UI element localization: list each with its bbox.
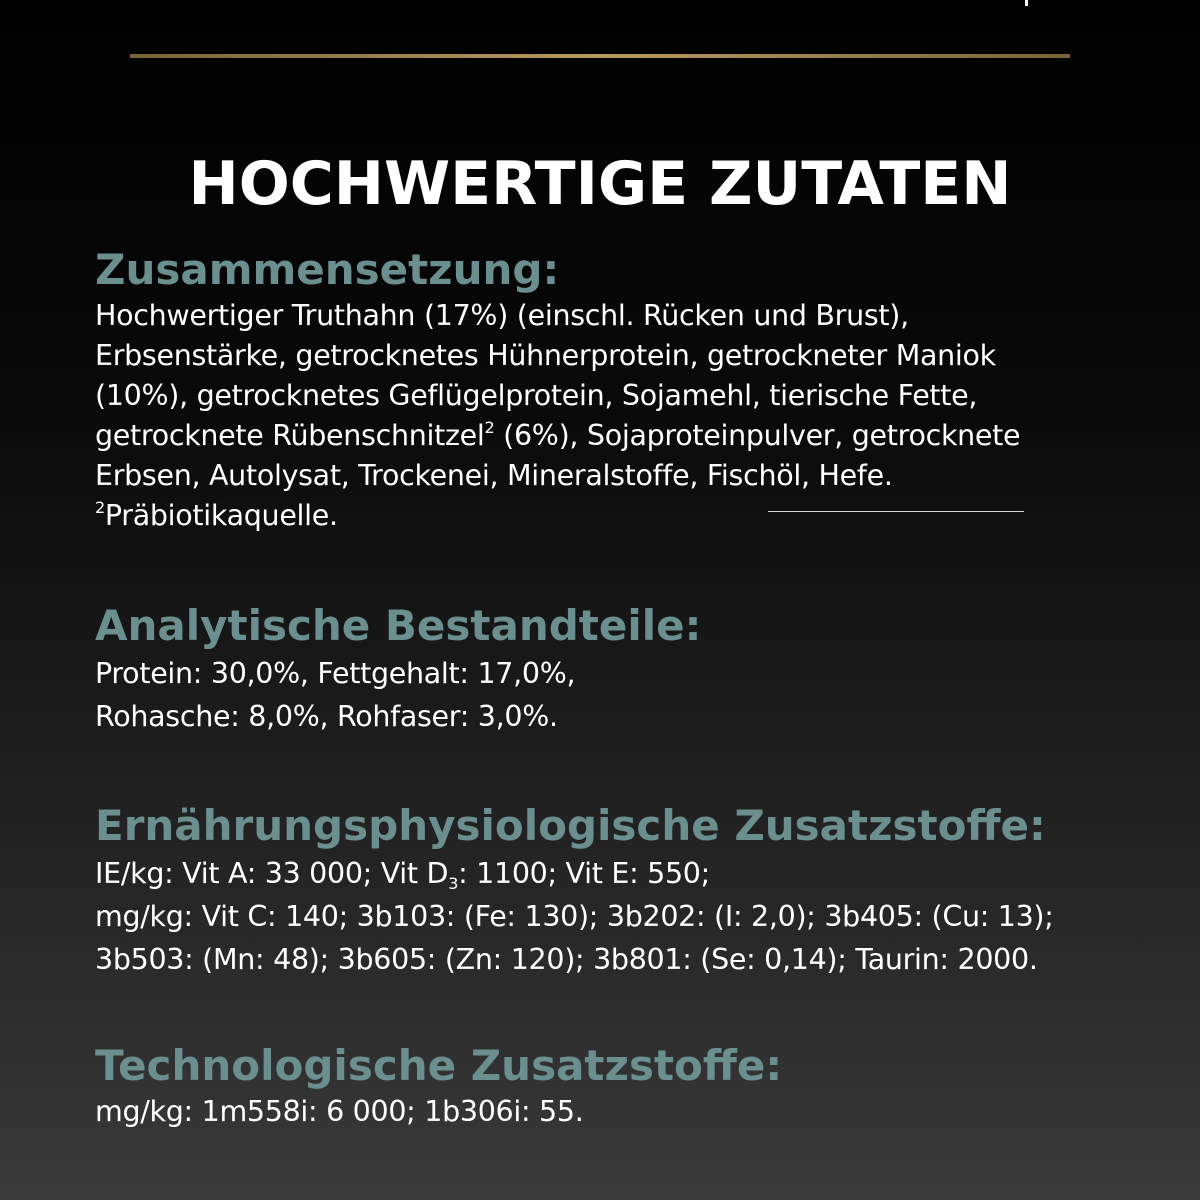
nutrition-line-part: IE/kg: Vit A: 33 000; Vit D (95, 857, 449, 890)
technological-heading: Technologische Zusatzstoffe: (95, 1041, 783, 1090)
composition-line: Erbsenstärke, getrocknetes Hühnerprotein, getrockneter Maniok (95, 339, 996, 372)
technological-text (95, 1092, 1175, 1132)
composition-line-part: (6%), Sojaproteinpulver, getrocknete (494, 419, 1021, 452)
gold-divider (130, 54, 1070, 58)
analytic-line: Rohasche: 8,0%, Rohfaser: 3,0%. (95, 700, 558, 733)
technological-line: mg/kg: 1m558i: 6 000; 1b306i: 55. (95, 1095, 584, 1128)
composition-text (95, 296, 1175, 536)
nutrition-line (95, 852, 1175, 895)
nutrition-line: mg/kg: Vit C: 140; 3b103: (Fe: 130); 3b202: (I: 2,0); 3b405: (Cu: 13); (95, 900, 1054, 933)
composition-section (95, 244, 1175, 536)
footnote (95, 496, 1175, 536)
nutrition-text (95, 852, 1175, 981)
analytic-text (95, 652, 1175, 738)
composition-line: (10%), getrocknetes Geflügelprotein, Sojamehl, tierische Fette, (95, 379, 978, 412)
thin-divider (768, 511, 1024, 512)
composition-line: Erbsen, Autolysat, Trockenei, Mineralstoffe, Fischöl, Hefe. (95, 459, 893, 492)
footnote-marker: 2 (484, 418, 495, 437)
analytic-line: Protein: 30,0%, Fettgehalt: 17,0%, (95, 657, 576, 690)
corner-mark (1025, 0, 1028, 6)
technological-section (95, 1040, 1175, 1132)
analytic-section (95, 600, 1175, 738)
footnote-text: Präbiotikaquelle. (104, 499, 338, 532)
composition-line: Hochwertiger Truthahn (17%) (einschl. Rücken und Brust), (95, 299, 909, 332)
composition-line (95, 416, 1175, 456)
nutrition-heading: Ernährungsphysiologische Zusatzstoffe: (95, 801, 1046, 850)
subscript: 3 (448, 874, 459, 893)
nutrition-line: 3b503: (Mn: 48); 3b605: (Zn: 120); 3b801: (Se: 0,14); Taurin: 2000. (95, 943, 1038, 976)
composition-line-part: getrocknete Rübenschnitzel (95, 419, 485, 452)
composition-heading: Zusammensetzung: (95, 245, 560, 294)
page-title: HOCHWERTIGE ZUTATEN (188, 149, 1012, 220)
footnote-marker: 2 (95, 498, 105, 517)
nutrition-section (95, 800, 1175, 981)
analytic-heading: Analytische Bestandteile: (95, 601, 702, 650)
nutrition-line-part: : 1100; Vit E: 550; (458, 857, 710, 890)
